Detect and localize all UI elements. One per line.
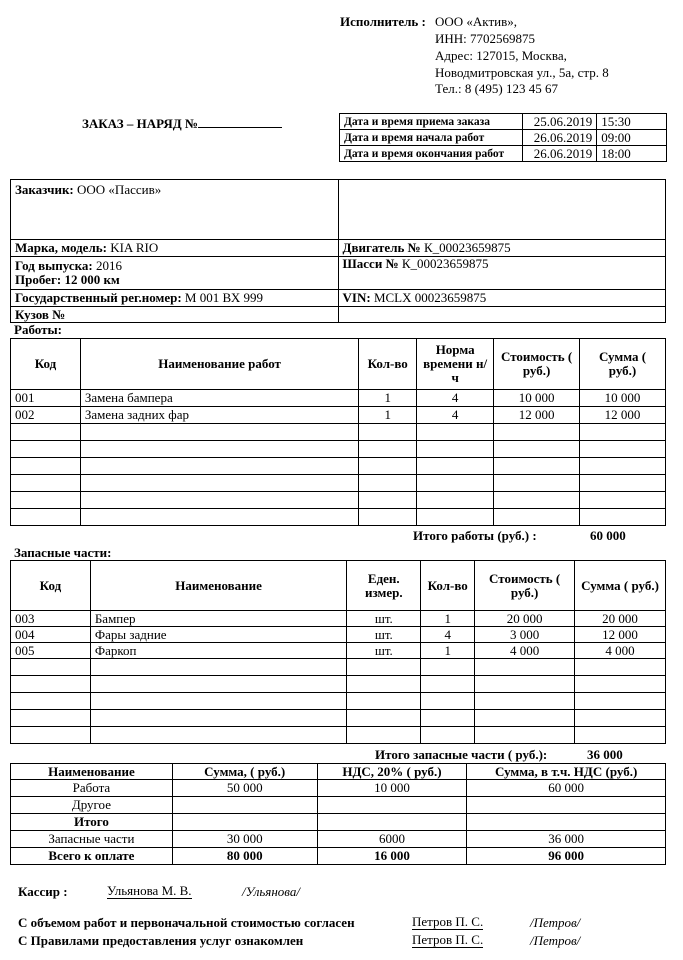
summary-sum (172, 814, 317, 831)
regnum-cell (11, 290, 339, 307)
works-total-label: Итого работы (руб.) : (413, 528, 537, 543)
empty-row (11, 509, 666, 526)
part-unit: шт. (347, 643, 421, 659)
summary-total (467, 814, 666, 831)
works-header-code: Код (11, 339, 81, 390)
rules-signature: /Петров/ (530, 933, 581, 948)
date-label: Дата и время начала работ (340, 130, 523, 146)
work-sum: 10 000 (580, 390, 666, 407)
engine-value: К_00023659875 (423, 240, 511, 255)
model-cell (11, 240, 339, 257)
cashier-signature: /Ульянова/ (242, 884, 300, 899)
summary-name: Всего к оплате (11, 848, 173, 865)
work-name: Замена бампера (80, 390, 358, 407)
work-cost: 12 000 (494, 407, 580, 424)
empty-row (11, 693, 666, 710)
works-header-row (11, 339, 666, 390)
parts-table (10, 560, 666, 744)
empty-row (11, 475, 666, 492)
part-code: 005 (11, 643, 91, 659)
summary-sum (172, 797, 317, 814)
part-name: Фары задние (90, 627, 347, 643)
empty-row (11, 676, 666, 693)
empty-row (11, 424, 666, 441)
body-number-cell: Кузов № (11, 307, 339, 323)
customer-label: Заказчик: (15, 182, 74, 197)
vin-value: MCLX 00023659875 (373, 290, 487, 305)
mileage-label: Пробег: (15, 272, 62, 287)
agreement-label: С объемом работ и первоначальной стоимостью согласен (18, 915, 355, 930)
part-cost: 4 000 (475, 643, 575, 659)
agreement-name: Петров П. С. (412, 914, 484, 929)
work-norm: 4 (417, 390, 494, 407)
empty-row (11, 492, 666, 509)
model-label: Марка, модель: (15, 240, 107, 255)
parts-header-cost: Стоимость ( руб.) (475, 561, 575, 611)
works-table (10, 338, 666, 526)
empty-row (11, 458, 666, 475)
part-name: Фаркоп (90, 643, 347, 659)
part-qty: 4 (421, 627, 475, 643)
chassis-value: К_00023659875 (401, 256, 489, 271)
summary-total: 60 000 (467, 780, 666, 797)
summary-vat (317, 814, 467, 831)
table-row (11, 831, 666, 848)
work-cost: 10 000 (494, 390, 580, 407)
table-row (11, 780, 666, 797)
part-qty: 1 (421, 643, 475, 659)
table-row (11, 848, 666, 865)
summary-vat (317, 797, 467, 814)
date-value: 26.06.2019 (523, 146, 597, 162)
customer-value: ООО «Пассив» (77, 182, 162, 197)
table-row (11, 797, 666, 814)
work-code: 001 (11, 390, 81, 407)
engine-cell (338, 240, 665, 257)
part-cost: 3 000 (475, 627, 575, 643)
date-label: Дата и время приема заказа (340, 114, 523, 130)
executor-label: Исполнитель : (340, 14, 426, 29)
vin-label: VIN: (342, 290, 371, 305)
works-header-norm: Норма времени н/ч (417, 339, 494, 390)
table-row (11, 814, 666, 831)
empty-row (11, 710, 666, 727)
works-header-qty: Кол-во (359, 339, 417, 390)
table-row (11, 407, 666, 424)
part-unit: шт. (347, 611, 421, 627)
dates-table (339, 113, 667, 162)
order-number-blank (198, 115, 282, 128)
rules-label: С Правилами предоставления услуг ознакомлен (18, 933, 304, 948)
year-value: 2016 (95, 258, 122, 273)
summary-total: 36 000 (467, 831, 666, 848)
parts-header-unit: Еден. измер. (347, 561, 421, 611)
customer-cell (11, 180, 339, 240)
date-row (340, 130, 667, 146)
works-header-sum: Сумма ( руб.) (580, 339, 666, 390)
summary-total (467, 797, 666, 814)
empty-row (11, 659, 666, 676)
summary-table (10, 763, 666, 865)
summary-vat: 16 000 (317, 848, 467, 865)
regnum-value: М 001 ВХ 999 (184, 290, 263, 305)
parts-total-label: Итого запасные части ( руб.): (375, 747, 548, 762)
part-sum: 12 000 (575, 627, 666, 643)
executor-address-1: Адрес: 127015, Москва, (435, 48, 567, 63)
table-row (11, 627, 666, 643)
rules-name: Петров П. С. (412, 932, 484, 947)
summary-header-name: Наименование (11, 764, 173, 780)
executor-name: ООО «Актив», (435, 14, 517, 29)
summary-sum: 30 000 (172, 831, 317, 848)
part-sum: 4 000 (575, 643, 666, 659)
time-value: 18:00 (597, 146, 667, 162)
part-name: Бампер (90, 611, 347, 627)
summary-sum: 80 000 (172, 848, 317, 865)
summary-sum: 50 000 (172, 780, 317, 797)
part-qty: 1 (421, 611, 475, 627)
vin-cell (338, 290, 665, 307)
part-code: 004 (11, 627, 91, 643)
customer-empty-cell (338, 180, 665, 240)
summary-header-row (11, 764, 666, 780)
time-value: 09:00 (597, 130, 667, 146)
date-label: Дата и время окончания работ (340, 146, 523, 162)
parts-header-row (11, 561, 666, 611)
agreement-signature: /Петров/ (530, 915, 581, 930)
year-mileage-cell (11, 257, 339, 290)
part-unit: шт. (347, 627, 421, 643)
table-row (11, 611, 666, 627)
model-value: KIA RIO (110, 240, 159, 255)
executor-phone: Тел.: 8 (495) 123 45 67 (435, 81, 558, 96)
year-label: Год выпуска: (15, 258, 93, 273)
cashier-name: Ульянова М. В. (107, 883, 192, 898)
part-sum: 20 000 (575, 611, 666, 627)
parts-header-sum: Сумма ( руб.) (575, 561, 666, 611)
regnum-label: Государственный рег.номер: (15, 290, 182, 305)
works-header-name: Наименование работ (80, 339, 358, 390)
summary-header-sum: Сумма, ( руб.) (172, 764, 317, 780)
parts-header-qty: Кол-во (421, 561, 475, 611)
summary-name: Итого (11, 814, 173, 831)
works-header-cost: Стоимость ( руб.) (494, 339, 580, 390)
cashier-label: Кассир : (18, 884, 68, 899)
work-code: 002 (11, 407, 81, 424)
chassis-cell (338, 257, 665, 290)
works-section-label: Работы: (14, 322, 62, 337)
summary-name: Работа (11, 780, 173, 797)
executor-address-2: Новодмитровская ул., 5а, стр. 8 (435, 65, 609, 80)
customer-table (10, 179, 666, 323)
body-empty-cell (338, 307, 665, 323)
table-row (11, 643, 666, 659)
time-value: 15:30 (597, 114, 667, 130)
executor-inn: ИНН: 7702569875 (435, 31, 536, 46)
empty-row (11, 441, 666, 458)
parts-section-label: Запасные части: (14, 545, 112, 560)
parts-header-code: Код (11, 561, 91, 611)
part-cost: 20 000 (475, 611, 575, 627)
date-value: 26.06.2019 (523, 130, 597, 146)
date-value: 25.06.2019 (523, 114, 597, 130)
empty-row (11, 727, 666, 744)
date-row (340, 146, 667, 162)
summary-total: 96 000 (467, 848, 666, 865)
summary-vat: 6000 (317, 831, 467, 848)
parts-header-name: Наименование (90, 561, 347, 611)
order-title (82, 115, 282, 132)
work-norm: 4 (417, 407, 494, 424)
summary-name: Другое (11, 797, 173, 814)
work-qty: 1 (359, 390, 417, 407)
summary-vat: 10 000 (317, 780, 467, 797)
summary-header-vat: НДС, 20% ( руб.) (317, 764, 467, 780)
parts-total-value: 36 000 (587, 747, 623, 762)
table-row (11, 390, 666, 407)
order-title-text: ЗАКАЗ – НАРЯД № (82, 116, 199, 131)
mileage-value: 12 000 км (64, 272, 120, 287)
summary-header-total: Сумма, в т.ч. НДС (руб.) (467, 764, 666, 780)
engine-label: Двигатель № (342, 240, 421, 255)
works-total-value: 60 000 (590, 528, 626, 543)
work-name: Замена задних фар (80, 407, 358, 424)
summary-name: Запасные части (11, 831, 173, 848)
work-sum: 12 000 (580, 407, 666, 424)
part-code: 003 (11, 611, 91, 627)
date-row (340, 114, 667, 130)
work-qty: 1 (359, 407, 417, 424)
chassis-label: Шасси № (342, 256, 399, 271)
